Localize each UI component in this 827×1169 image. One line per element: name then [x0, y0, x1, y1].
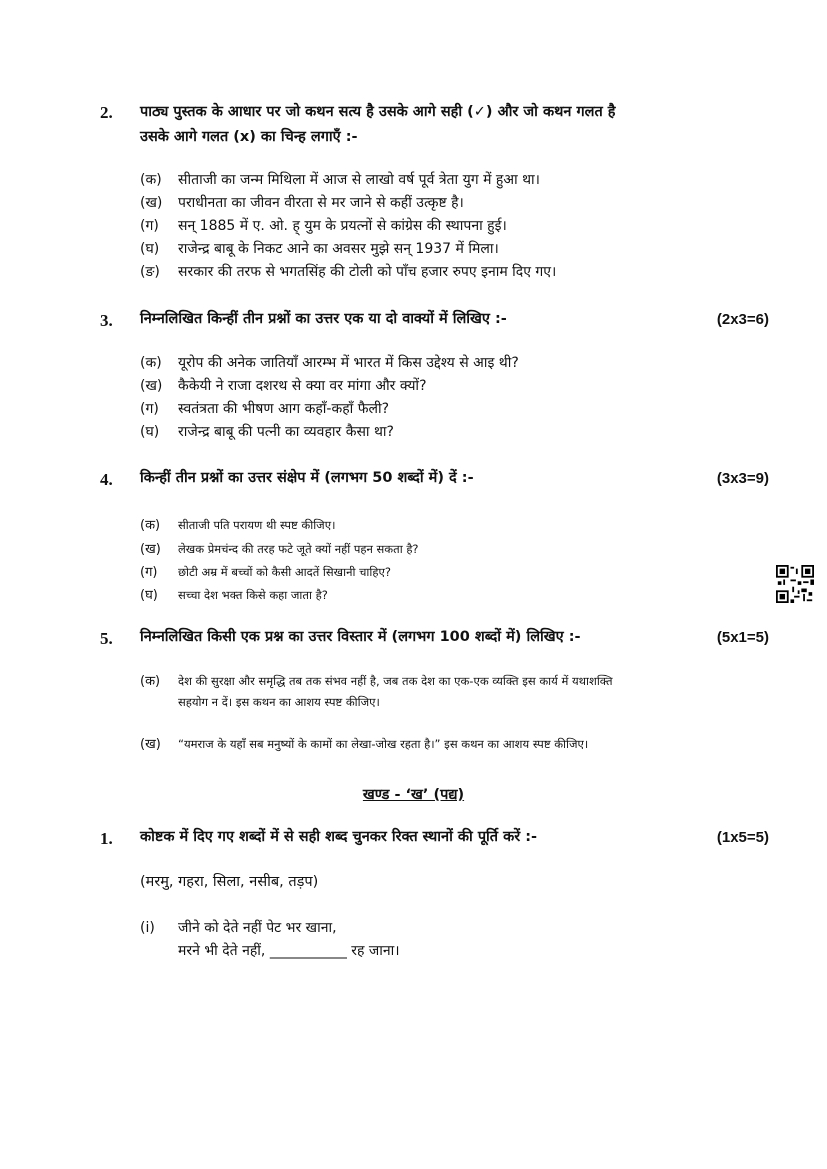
- q2-item: [140, 216, 507, 236]
- question-3-number: 3.: [100, 311, 113, 330]
- q2-item-label: (क): [140, 172, 162, 188]
- p1-item-line-2: मरने भी देते नहीं, ___________ रह जाना।: [178, 943, 400, 959]
- q2-item-label: (घ): [140, 241, 160, 257]
- question-4-text: किन्हीं तीन प्रश्नों का उत्तर संक्षेप में (लगभग 50 शब्दों में) दें :-: [140, 470, 474, 486]
- q4-item: [140, 539, 419, 560]
- q4-item: [140, 515, 335, 536]
- q5-item-continuation: [178, 692, 380, 712]
- question-4-marks: (3x3=9): [716, 470, 769, 487]
- q3-item: [140, 399, 389, 419]
- q4-item-text: सच्चा देश भक्त किसे कहा जाता है?: [178, 588, 328, 602]
- q2-item: [140, 262, 556, 282]
- q3-item-label: (ग): [140, 401, 159, 417]
- q5-item-label: (क): [140, 674, 161, 689]
- poetry-question-1-text: कोष्टक में दिए गए शब्दों में से सही शब्द चुनकर रिक्त स्थानों की पूर्ति करें :-: [140, 829, 538, 845]
- section-heading: खण्ड - ‘ख’ (पद्य): [362, 787, 465, 803]
- q3-item-label: (घ): [140, 424, 160, 440]
- q4-item-label: (क): [140, 518, 161, 533]
- q4-item-label: (ख): [140, 542, 161, 557]
- q4-item: [140, 585, 328, 606]
- q3-item: [140, 376, 427, 396]
- q2-item: [140, 193, 464, 213]
- poetry-question-1-marks: (1x5=5): [716, 829, 769, 846]
- q5-item: [140, 734, 588, 755]
- q5-item-line-1: देश की सुरक्षा और समृद्धि तब तक संभव नहीं है, जब तक देश का एक-एक व्यक्ति इस कार्य में यथाशक्ति: [178, 674, 613, 688]
- q4-item-text: छोटी अम्र में बच्चों को कैसी आदतें सिखानी चाहिए?: [178, 565, 391, 579]
- q5-item-label: (ख): [140, 737, 161, 752]
- q3-item-text: कैकेयी ने राजा दशरथ से क्या वर मांगा और क्यों?: [178, 378, 427, 394]
- q2-item-label: (ख): [140, 195, 163, 211]
- q3-item-text: यूरोप की अनेक जातियाँ आरम्भ में भारत में किस उद्देश्य से आइ थी?: [178, 355, 519, 371]
- q2-item: [140, 239, 499, 259]
- q3-item: [140, 422, 394, 442]
- q4-item-text: लेखक प्रेमचंन्द की तरह फटे जूते क्यों नहीं पहन सकता है?: [178, 542, 419, 556]
- question-2-number: 2.: [100, 103, 113, 122]
- q3-item: [140, 353, 519, 373]
- q2-item-label: (ङ): [140, 264, 160, 280]
- question-3-marks: (2x3=6): [716, 311, 769, 328]
- q3-item-label: (क): [140, 355, 162, 371]
- question-3-text: निम्नलिखित किन्हीं तीन प्रश्नों का उत्तर एक या दो वाक्यों में लिखिए :-: [140, 311, 507, 327]
- q4-item-label: (ग): [140, 565, 158, 580]
- p1-item-continuation: [178, 941, 400, 961]
- q4-item: [140, 562, 391, 583]
- q2-item: [140, 170, 540, 190]
- question-2-line-2: उसके आगे गलत (x) का चिन्ह लगाएँ :-: [140, 129, 358, 145]
- q4-item-label: (घ): [140, 588, 158, 603]
- word-options: (मरमु, गहरा, सिला, नसीब, तड़प): [140, 874, 319, 890]
- q2-item-text: सीताजी का जन्म मिथिला में आज से लाखो वर्ष पूर्व त्रेता युग में हुआ था।: [178, 172, 540, 188]
- p1-item-line-1: जीने को देते नहीं पेट भर खाना,: [178, 920, 337, 936]
- q3-item-text: राजेन्द्र बाबू की पत्नी का व्यवहार कैसा था?: [178, 424, 394, 440]
- p1-item: [140, 918, 337, 938]
- question-5-marks: (5x1=5): [716, 629, 769, 646]
- q3-item-label: (ख): [140, 378, 163, 394]
- q5-item-line-2: सहयोग न दें। इस कथन का आशय स्पष्ट कीजिए।: [178, 695, 380, 709]
- qr-code: [776, 565, 814, 603]
- q5-item-line-1: “यमराज के यहाँ सब मनुष्यों के कामों का लेखा-जोख रहता है।” इस कथन का आशय स्पष्ट कीजिए।: [178, 737, 589, 751]
- question-2-line-1: पाठ्य पुस्तक के आधार पर जो कथन सत्य है उसके आगे सही (✓) और जो कथन गलत है: [140, 104, 616, 120]
- q2-item-text: राजेन्द्र बाबू के निकट आने का अवसर मुझे सन् 1937 में मिला।: [178, 241, 499, 257]
- q2-item-label: (ग): [140, 218, 159, 234]
- question-5-number: 5.: [100, 629, 113, 648]
- question-2-text: [140, 100, 740, 150]
- question-4-number: 4.: [100, 470, 113, 489]
- q5-item: [140, 671, 613, 692]
- q3-item-text: स्वतंत्रता की भीषण आग कहाँ-कहाँ फैली?: [178, 401, 390, 417]
- poetry-question-1-number: 1.: [100, 829, 113, 848]
- question-5-text: निम्नलिखित किसी एक प्रश्न का उत्तर विस्तार में (लगभग 100 शब्दों में) लिखिए :-: [140, 629, 581, 645]
- p1-item-label: (i): [140, 920, 155, 936]
- q2-item-text: पराधीनता का जीवन वीरता से मर जाने से कहीं उत्कृष्ट है।: [178, 195, 464, 211]
- q2-item-text: सरकार की तरफ से भगतसिंह की टोली को पाँच हजार रुपए इनाम दिए गए।: [178, 264, 557, 280]
- q2-item-text: सन् 1885 में ए. ओ. ह् युम के प्रयत्नों से कांग्रेस की स्थापना हुई।: [178, 218, 507, 234]
- q4-item-text: सीताजी पति परायण थी स्पष्ट कीजिए।: [178, 518, 336, 532]
